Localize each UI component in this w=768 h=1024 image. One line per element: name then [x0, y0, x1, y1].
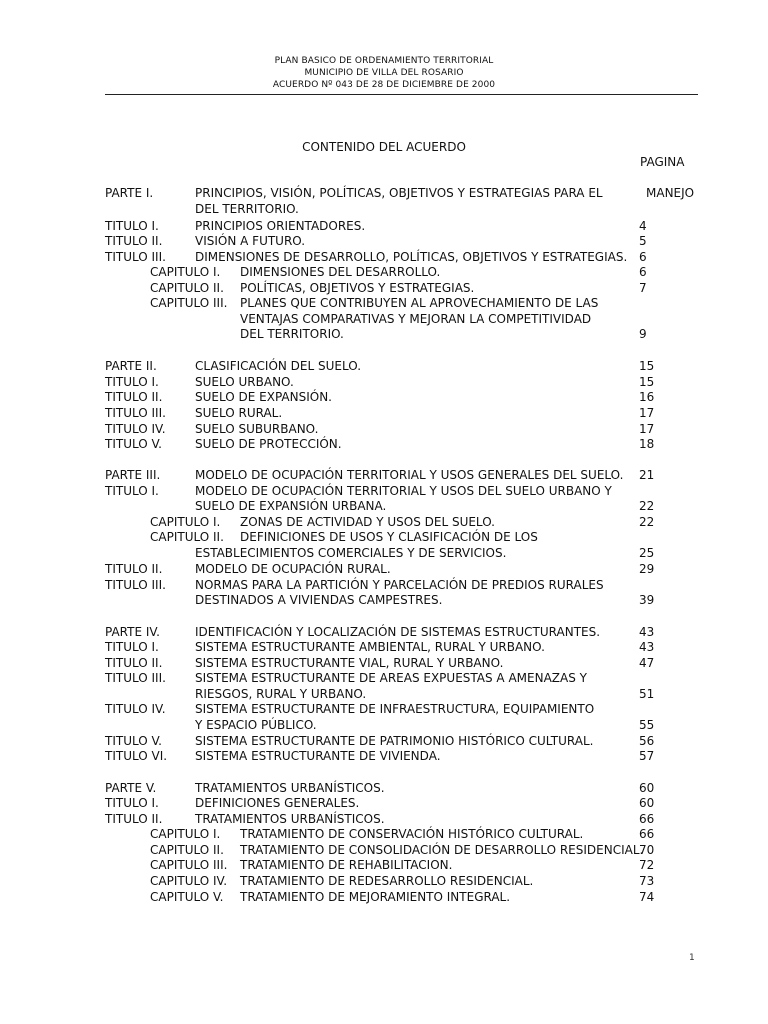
toc-label: CAPITULO I. [150, 827, 221, 841]
toc-label: TITULO II. [105, 234, 163, 248]
toc-title: MODELO DE OCUPACIÓN TERRITORIAL Y USOS DEL SUELO URBANO Y [195, 484, 612, 498]
toc-label: CAPITULO III. [150, 296, 228, 310]
toc-page: 39 [639, 593, 655, 607]
toc-title: ESTABLECIMIENTOS COMERCIALES Y DE SERVICIOS. [195, 546, 507, 560]
toc-entry [0, 483, 768, 499]
toc-page: 51 [639, 687, 655, 701]
toc-label: TITULO V. [105, 734, 162, 748]
toc-entry [0, 748, 768, 764]
toc-title: SISTEMA ESTRUCTURANTE DE PATRIMONIO HISTÓRICO CULTURAL. [195, 734, 594, 748]
toc-entry [0, 185, 768, 201]
toc-title: DIMENSIONES DEL DESARROLLO. [240, 265, 441, 279]
toc-title: SUELO URBANO. [195, 375, 294, 389]
toc-entry [0, 592, 768, 608]
header-line-2: MUNICIPIO DE VILLA DEL ROSARIO [304, 68, 464, 78]
toc-label: CAPITULO IV. [150, 874, 228, 888]
toc-title: MODELO DE OCUPACIÓN RURAL. [195, 562, 391, 576]
toc-entry [0, 374, 768, 390]
toc-page: 70 [639, 843, 655, 857]
toc-label: TITULO I. [105, 484, 159, 498]
toc-entry [0, 201, 768, 217]
toc-entry [0, 405, 768, 421]
toc-entry [0, 514, 768, 530]
toc-label: PARTE II. [105, 359, 157, 373]
toc-entry [0, 701, 768, 717]
toc-page: 73 [639, 874, 655, 888]
toc-entry [0, 218, 768, 234]
toc-entry [0, 686, 768, 702]
header-line-3: ACUERDO Nº 043 DE 28 DE DICIEMBRE DE 2000 [272, 80, 496, 90]
toc-label: TITULO I. [105, 219, 159, 233]
toc-page: 56 [639, 734, 655, 748]
toc-title: TRATAMIENTO DE REDESARROLLO RESIDENCIAL. [240, 874, 534, 888]
toc-label: TITULO I. [105, 640, 159, 654]
toc-entry [0, 264, 768, 280]
toc-page: 16 [639, 390, 655, 404]
toc-page: 17 [639, 406, 655, 420]
toc-entry [0, 389, 768, 405]
toc-label: TITULO I. [105, 796, 159, 810]
toc-label: CAPITULO I. [150, 515, 221, 529]
toc-label: TITULO IV. [105, 702, 166, 716]
toc-label: PARTE I. [105, 186, 154, 200]
toc-title: VENTAJAS COMPARATIVAS Y MEJORAN LA COMPETITIVIDAD [240, 312, 592, 326]
content-title: CONTENIDO DEL ACUERDO [302, 140, 466, 154]
toc-title: DEFINICIONES GENERALES. [195, 796, 360, 810]
toc-title: SUELO DE PROTECCIÓN. [195, 437, 342, 451]
toc-entry [0, 295, 768, 311]
toc-title: VISIÓN A FUTURO. [195, 234, 306, 248]
toc-entry [0, 717, 768, 733]
toc-page: 43 [639, 640, 655, 654]
toc-title: TRATAMIENTOS URBANÍSTICOS. [195, 781, 385, 795]
toc-entry [0, 624, 768, 640]
toc-page: 66 [639, 827, 655, 841]
toc-entry [0, 857, 768, 873]
toc-title: DEFINICIONES DE USOS Y CLASIFICACIÓN DE LOS [240, 530, 538, 544]
toc-page: 15 [639, 375, 655, 389]
toc-entry [0, 733, 768, 749]
toc-entry [0, 826, 768, 842]
toc-title: SUELO DE EXPANSIÓN. [195, 390, 332, 404]
toc-title: SISTEMA ESTRUCTURANTE DE VIVIENDA. [195, 749, 441, 763]
toc-label: CAPITULO III. [150, 858, 228, 872]
toc-page: 47 [639, 656, 655, 670]
toc-label: TITULO VI. [105, 749, 168, 763]
toc-title: CLASIFICACIÓN DEL SUELO. [195, 359, 362, 373]
toc-title: TRATAMIENTOS URBANÍSTICOS. [195, 812, 385, 826]
toc-title: DESTINADOS A VIVIENDAS CAMPESTRES. [195, 593, 443, 607]
header-line-1: PLAN BASICO DE ORDENAMIENTO TERRITORIAL [274, 56, 494, 66]
toc-label: TITULO III. [105, 250, 166, 264]
header-divider [105, 94, 698, 95]
toc-title: PRINCIPIOS, VISIÓN, POLÍTICAS, OBJETIVOS Y ESTRATEGIAS PARA EL [195, 186, 603, 200]
toc-entry [0, 311, 768, 327]
toc-label: TITULO IV. [105, 422, 166, 436]
toc-page: 29 [639, 562, 655, 576]
toc-title: DEL TERRITORIO. [240, 327, 344, 341]
toc-page: 5 [639, 234, 647, 248]
toc-title: DEL TERRITORIO. [195, 202, 299, 216]
toc-entry [0, 780, 768, 796]
toc-entry [0, 358, 768, 374]
toc-title: ZONAS DE ACTIVIDAD Y USOS DEL SUELO. [240, 515, 495, 529]
toc-title: SISTEMA ESTRUCTURANTE DE INFRAESTRUCTURA, EQUIPAMIENTO [195, 702, 595, 716]
page-number: 1 [689, 953, 695, 963]
toc-page: 17 [639, 422, 655, 436]
toc-page: 74 [639, 890, 655, 904]
toc-page: 72 [639, 858, 655, 872]
toc-page: 9 [639, 327, 647, 341]
toc-page: 22 [639, 515, 655, 529]
toc-title: Y ESPACIO PÚBLICO. [195, 718, 317, 732]
toc-title: PRINCIPIOS ORIENTADORES. [195, 219, 366, 233]
toc-title: MODELO DE OCUPACIÓN TERRITORIAL Y USOS GENERALES DEL SUELO. [195, 468, 624, 482]
toc-label: PARTE IV. [105, 625, 160, 639]
toc-entry [0, 639, 768, 655]
toc-entry [0, 561, 768, 577]
toc-label: CAPITULO II. [150, 281, 224, 295]
toc-label: CAPITULO V. [150, 890, 224, 904]
toc-title: SUELO SUBURBANO. [195, 422, 319, 436]
toc-entry [0, 326, 768, 342]
toc-label: TITULO II. [105, 812, 163, 826]
toc-page: 55 [639, 718, 655, 732]
toc-page: 22 [639, 499, 655, 513]
toc-entry [0, 436, 768, 452]
toc-entry [0, 842, 768, 858]
toc-title: SUELO DE EXPANSIÓN URBANA. [195, 499, 387, 513]
toc-title: POLÍTICAS, OBJETIVOS Y ESTRATEGIAS. [240, 281, 475, 295]
toc-title: DIMENSIONES DE DESARROLLO, POLÍTICAS, OBJETIVOS Y ESTRATEGIAS. [195, 250, 628, 264]
toc-title: IDENTIFICACIÓN Y LOCALIZACIÓN DE SISTEMAS ESTRUCTURANTES. [195, 625, 601, 639]
toc-entry [0, 545, 768, 561]
toc-title: RIESGOS, RURAL Y URBANO. [195, 687, 367, 701]
toc-page: 4 [639, 219, 647, 233]
toc-title: SISTEMA ESTRUCTURANTE DE AREAS EXPUESTAS A AMENAZAS Y [195, 671, 587, 685]
toc-label: PARTE V. [105, 781, 157, 795]
toc-title: TRATAMIENTO DE CONSOLIDACIÓN DE DESARROLLO RESIDENCIAL. [240, 843, 644, 857]
toc-title: TRATAMIENTO DE REHABILITACION. [240, 858, 453, 872]
toc-label: TITULO III. [105, 578, 166, 592]
toc-label: CAPITULO II. [150, 843, 224, 857]
toc-page: MANEJO [646, 186, 695, 200]
toc-title: TRATAMIENTO DE MEJORAMIENTO INTEGRAL. [240, 890, 511, 904]
toc-entry [0, 249, 768, 265]
toc-page: 7 [639, 281, 647, 295]
toc-label: TITULO V. [105, 437, 162, 451]
toc-page: 6 [639, 265, 647, 279]
toc-title: TRATAMIENTO DE CONSERVACIÓN HISTÓRICO CULTURAL. [240, 827, 584, 841]
toc-page: 66 [639, 812, 655, 826]
toc-entry [0, 655, 768, 671]
toc-page: 6 [639, 250, 647, 264]
toc-entry [0, 233, 768, 249]
toc-entry [0, 577, 768, 593]
toc-entry [0, 421, 768, 437]
toc-entry [0, 795, 768, 811]
toc-title: NORMAS PARA LA PARTICIÓN Y PARCELACIÓN DE PREDIOS RURALES [195, 578, 604, 592]
toc-label: TITULO II. [105, 390, 163, 404]
toc-entry [0, 670, 768, 686]
toc-page: 25 [639, 546, 655, 560]
toc-entry [0, 498, 768, 514]
toc-label: TITULO III. [105, 671, 166, 685]
toc-entry [0, 811, 768, 827]
toc-page: 57 [639, 749, 655, 763]
toc-title: SISTEMA ESTRUCTURANTE VIAL, RURAL Y URBANO. [195, 656, 504, 670]
toc-label: TITULO I. [105, 375, 159, 389]
toc-label: PARTE III. [105, 468, 161, 482]
toc-title: SUELO RURAL. [195, 406, 283, 420]
toc-title: PLANES QUE CONTRIBUYEN AL APROVECHAMIENTO DE LAS [240, 296, 599, 310]
toc-label: TITULO II. [105, 562, 163, 576]
toc-entry [0, 873, 768, 889]
toc-page: 60 [639, 781, 655, 795]
toc-page: 15 [639, 359, 655, 373]
toc-page: 60 [639, 796, 655, 810]
toc-label: TITULO II. [105, 656, 163, 670]
toc-page: 18 [639, 437, 655, 451]
toc-page: 43 [639, 625, 655, 639]
page-column-header: PAGINA [640, 155, 685, 169]
toc-entry [0, 280, 768, 296]
toc-entry [0, 529, 768, 545]
toc-entry [0, 889, 768, 905]
toc-page: 21 [639, 468, 655, 482]
toc-label: TITULO III. [105, 406, 166, 420]
toc-label: CAPITULO II. [150, 530, 224, 544]
toc-label: CAPITULO I. [150, 265, 221, 279]
toc-entry [0, 467, 768, 483]
toc-title: SISTEMA ESTRUCTURANTE AMBIENTAL, RURAL Y URBANO. [195, 640, 545, 654]
